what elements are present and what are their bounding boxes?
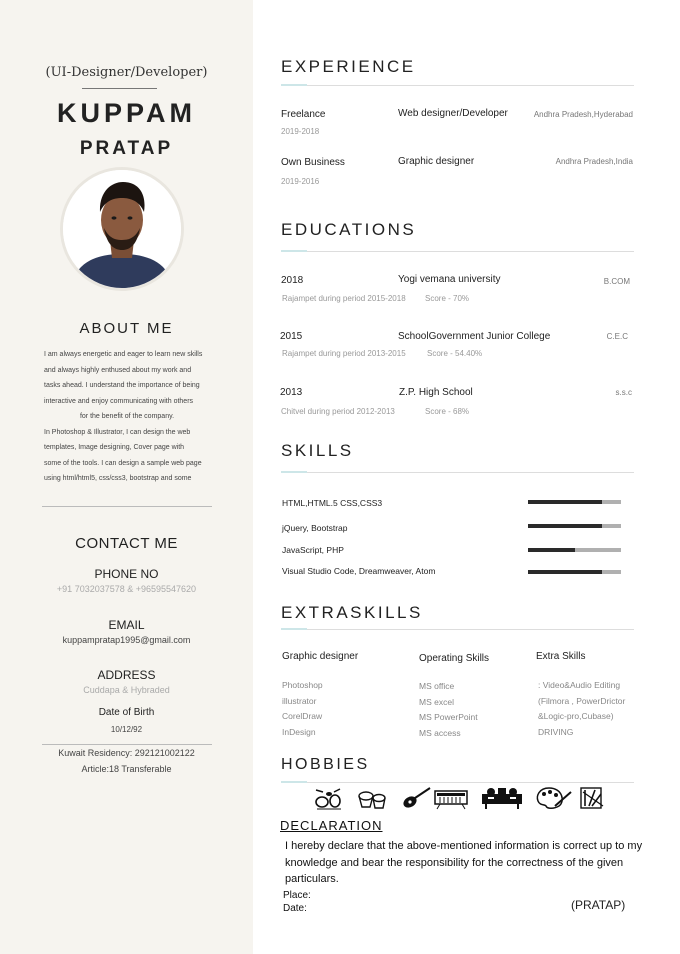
- skills-accent: [281, 471, 307, 473]
- experience-accent: [281, 84, 307, 86]
- about-line: for the benefit of the company.: [79, 413, 175, 420]
- extraskills-rule: [281, 629, 634, 630]
- extraskills-heading: EXTRASKILLS: [281, 603, 423, 622]
- skill-bar-fill: [528, 548, 575, 552]
- experience-heading: EXPERIENCE: [281, 57, 416, 76]
- extraskills-column-title: Graphic designer: [282, 651, 359, 662]
- skill-bar: [528, 500, 621, 504]
- address-value: Cuddapa & Hybraded: [83, 685, 170, 695]
- design-tools-icon: [579, 786, 611, 810]
- education-degree: C.E.C: [606, 332, 628, 341]
- skill-bar-fill: [528, 570, 602, 574]
- dob-value: 10/12/92: [110, 725, 143, 734]
- education-period: Rajampet during period 2013-2015: [282, 349, 406, 358]
- education-degree: s.s.c: [615, 388, 632, 397]
- education-period: Rajampet during period 2015-2018: [282, 294, 406, 303]
- experience-company: Own Business: [281, 157, 345, 168]
- experience-role: Web designer/Developer: [398, 108, 508, 119]
- skill-bar: [528, 570, 621, 574]
- hobbies-accent: [281, 781, 307, 783]
- experience-years: 2019-2016: [281, 177, 320, 186]
- phone-label: PHONE NO: [94, 567, 159, 581]
- about-line: In Photoshop & Illustrator, I can design the web: [44, 428, 191, 436]
- education-rule: [281, 251, 634, 252]
- hobbies-heading: HOBBIES: [281, 756, 370, 773]
- education-heading: EDUCATIONS: [281, 220, 417, 239]
- about-line: and always highly enthused about my work and: [44, 366, 192, 374]
- education-year: 2013: [280, 387, 303, 398]
- about-line: tasks ahead. I understand the importance of being: [44, 382, 200, 389]
- experience-years: 2019-2018: [281, 127, 320, 136]
- skills-rule: [281, 472, 634, 473]
- signature-name: (PRATAP): [571, 898, 626, 912]
- last-name: PRATAP: [79, 138, 174, 159]
- list-item: MS access: [419, 727, 461, 738]
- skill-bar: [528, 524, 621, 528]
- profile-photo: [63, 170, 181, 288]
- extraskills-column-title: Operating Skills: [419, 653, 490, 664]
- keyboard-icon: [434, 786, 466, 810]
- about-heading: ABOUT ME: [79, 320, 174, 337]
- education-institution: Yogi vemana university: [398, 274, 501, 285]
- skill-bar-fill: [528, 524, 602, 528]
- first-name: KUPPAM: [56, 98, 196, 128]
- experience-company: Freelance: [281, 109, 326, 120]
- dj-mixer-icon: [480, 786, 512, 810]
- dob-label: Date of Birth: [98, 707, 155, 718]
- education-score: Score - 54.40%: [427, 349, 483, 358]
- education-year: 2015: [280, 331, 303, 342]
- about-text: [44, 347, 210, 487]
- education-degree: B.COM: [603, 277, 630, 286]
- title-divider: [82, 88, 157, 89]
- skill-name: JavaScript, PHP: [282, 545, 344, 555]
- list-item: MS excel: [419, 696, 454, 707]
- job-title: (UI-Designer/Developer): [45, 65, 208, 80]
- extraskills-column-list: [282, 678, 323, 740]
- experience-location: Andhra Pradesh,India: [555, 157, 633, 166]
- article-text: Article:18 Transferable: [81, 764, 172, 774]
- about-divider: [42, 506, 212, 507]
- guitar-icon: [401, 786, 433, 810]
- date-label: Date:: [283, 903, 307, 914]
- skill-name: jQuery, Bootstrap: [282, 523, 348, 533]
- experience-rule: [281, 85, 634, 86]
- skill-bar-fill: [528, 500, 602, 504]
- education-score: Score - 68%: [425, 407, 470, 416]
- list-item: &Logic-pro,Cubase): [538, 711, 614, 721]
- about-line: I am always energetic and eager to learn new skills: [44, 351, 203, 358]
- list-item: : Video&Audio Editing: [538, 680, 621, 690]
- list-item: CorelDraw: [282, 711, 323, 721]
- list-item: Photoshop: [282, 680, 323, 690]
- education-institution: SchoolGovernment Junior College: [398, 331, 551, 342]
- list-item: DRIVING: [538, 726, 574, 737]
- person-portrait-icon: [63, 170, 181, 288]
- extraskills-accent: [281, 628, 307, 630]
- list-item: illustrator: [282, 695, 317, 706]
- extraskills-column-list: [419, 679, 478, 741]
- education-period: Chitvel during period 2012-2013: [281, 407, 395, 416]
- contact-divider: [42, 744, 212, 745]
- list-item: MS office: [419, 681, 455, 691]
- contact-heading: CONTACT ME: [75, 535, 178, 552]
- paint-palette-icon: [535, 786, 567, 810]
- education-accent: [281, 250, 307, 252]
- about-line: templates, Image designing, Cover page with: [44, 444, 185, 451]
- experience-role: Graphic designer: [398, 156, 475, 167]
- education-institution: Z.P. High School: [399, 387, 473, 398]
- extraskills-column-title: Extra Skills: [536, 651, 586, 662]
- experience-location: Andhra Pradesh,Hyderabad: [533, 110, 633, 119]
- hobbies-rule: [281, 782, 634, 783]
- list-item: (Filmora , PowerDrictor: [538, 695, 626, 706]
- skill-bar: [528, 548, 621, 552]
- skill-name: HTML,HTML.5 CSS,CSS3: [282, 498, 383, 508]
- phone-value: +91 7032037578 & +96595547620: [56, 584, 197, 594]
- education-score: Score - 70%: [425, 294, 470, 303]
- about-line: interactive and enjoy communicating with others: [44, 397, 194, 405]
- declaration-heading: DECLARATION: [280, 818, 383, 833]
- about-line: some of the tools. I can design a sample web page: [44, 459, 202, 467]
- bongo-drums-icon: [356, 786, 388, 810]
- list-item: MS PowerPoint: [419, 712, 478, 722]
- drum-kit-icon: [313, 786, 345, 810]
- skill-name: Visual Studio Code, Dreamweaver, Atom: [282, 566, 436, 576]
- address-label: ADDRESS: [97, 668, 156, 682]
- skills-heading: SKILLS: [281, 441, 354, 460]
- about-line: using html/html5, css/css3, bootstrap and some: [44, 475, 192, 482]
- extraskills-column-list: [538, 678, 625, 740]
- email-label: EMAIL: [108, 618, 145, 632]
- place-label: Place:: [283, 890, 311, 901]
- declaration-text: I hereby declare that the above-mentioned information is correct up to my knowledge and bear the responsibility for the correctness of the given particulars.: [285, 840, 643, 885]
- list-item: InDesign: [282, 726, 316, 737]
- education-year: 2018: [281, 275, 304, 286]
- residency-text: Kuwait Residency: 292121002122: [58, 748, 195, 758]
- email-value: kuppampratap1995@gmail.com: [62, 635, 191, 645]
